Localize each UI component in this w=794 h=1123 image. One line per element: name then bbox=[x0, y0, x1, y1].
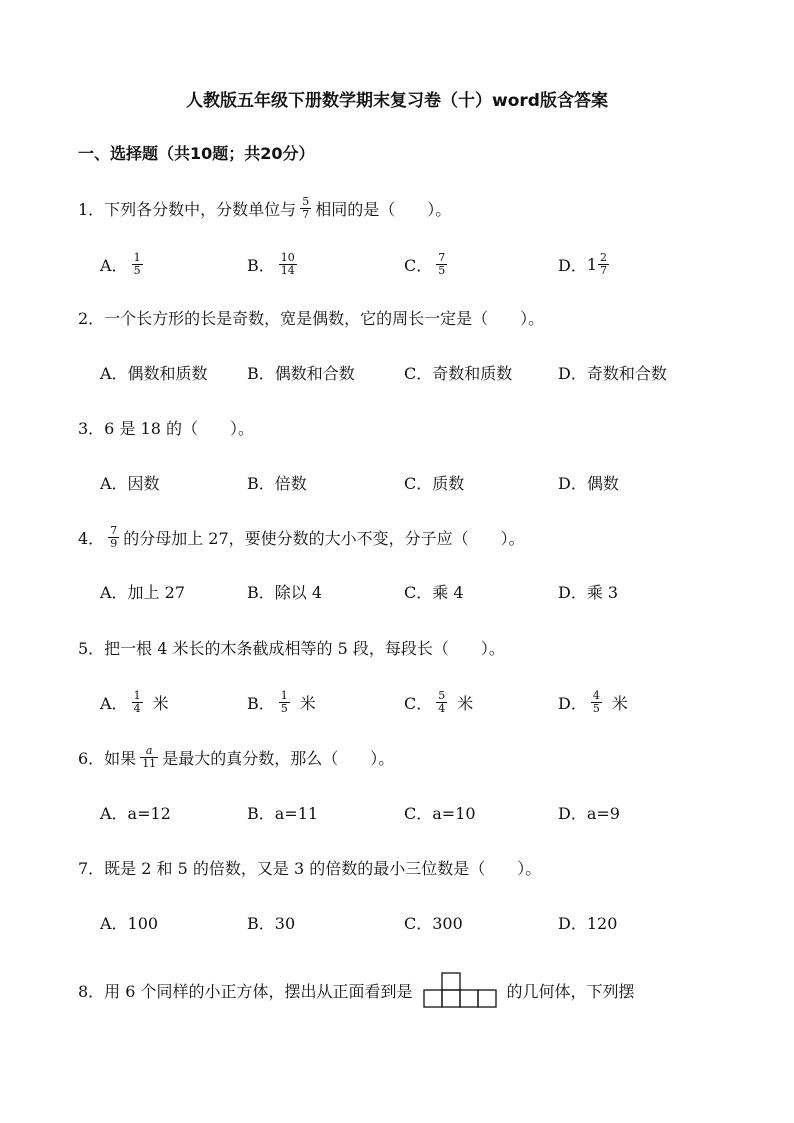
question-4-post: 的分母加上 27，要使分数的大小不变，分子应（ ）。 bbox=[123, 529, 525, 548]
option-label: B． bbox=[247, 694, 275, 713]
fraction-denominator: 11 bbox=[142, 757, 157, 770]
q7-option-b[interactable]: B．30 bbox=[247, 914, 296, 933]
q5-option-c[interactable] bbox=[404, 690, 473, 715]
fraction-denominator: 4 bbox=[133, 702, 141, 715]
question-6 bbox=[78, 745, 394, 770]
option-label: D． bbox=[558, 694, 587, 713]
question-1-pre: 1．下列各分数中，分数单位与 bbox=[78, 200, 297, 219]
front-view-figure-icon bbox=[423, 972, 497, 1008]
q6-option-a[interactable]: A．a=12 bbox=[100, 804, 171, 823]
option-label: A． bbox=[100, 256, 128, 275]
q7-option-c[interactable]: C．300 bbox=[404, 914, 463, 933]
q6-option-c[interactable]: C．a=10 bbox=[404, 804, 476, 823]
q4-option-d[interactable]: D．乘 3 bbox=[558, 583, 619, 602]
fraction-numerator: 1 bbox=[133, 689, 141, 702]
q5-option-a[interactable] bbox=[100, 690, 169, 715]
fraction-numerator: 1 bbox=[133, 251, 141, 264]
q1-option-b[interactable] bbox=[247, 252, 301, 277]
option-fraction bbox=[132, 690, 143, 715]
option-fraction bbox=[132, 252, 143, 277]
fraction-numerator: 5 bbox=[438, 689, 446, 702]
question-6-post: 是最大的真分数，那么（ ）。 bbox=[162, 749, 395, 768]
q2-option-b[interactable]: B．偶数和合数 bbox=[247, 364, 355, 383]
q2-option-a[interactable]: A．偶数和质数 bbox=[100, 364, 208, 383]
q4-option-b[interactable]: B．除以 4 bbox=[247, 583, 323, 602]
q3-option-d[interactable]: D．偶数 bbox=[558, 474, 619, 493]
unit-label: 米 bbox=[299, 694, 316, 713]
option-label: B． bbox=[247, 256, 275, 275]
section-heading: 一、选择题（共10题；共20分） bbox=[78, 144, 315, 163]
option-label: C． bbox=[404, 694, 433, 713]
fraction-denominator: 4 bbox=[438, 702, 446, 715]
question-1 bbox=[78, 196, 451, 221]
q2-option-c[interactable]: C．奇数和质数 bbox=[404, 364, 513, 383]
question-7: 7．既是 2 和 5 的倍数，又是 3 的倍数的最小三位数是（ ）。 bbox=[78, 859, 542, 878]
fraction-denominator: 5 bbox=[438, 264, 446, 277]
q2-option-d[interactable]: D．奇数和合数 bbox=[558, 364, 667, 383]
question-6-fraction bbox=[140, 745, 158, 770]
question-5: 5．把一根 4 米长的木条截成相等的 5 段，每段长（ ）。 bbox=[78, 639, 505, 658]
fraction-numerator: 4 bbox=[592, 689, 600, 702]
unit-label: 米 bbox=[457, 694, 474, 713]
option-fraction bbox=[279, 252, 297, 277]
option-fraction bbox=[598, 252, 609, 277]
fraction-denominator: 7 bbox=[302, 208, 310, 221]
option-label: D． bbox=[558, 256, 587, 275]
option-fraction bbox=[591, 690, 602, 715]
page-title: 人教版五年级下册数学期末复习卷（十）word版含答案 bbox=[186, 91, 608, 111]
fraction-denominator: 14 bbox=[280, 264, 295, 277]
question-4-pre: 4． bbox=[78, 529, 105, 548]
question-8-pre: 8．用 6 个同样的小正方体，摆出从正面看到是 bbox=[78, 981, 413, 1001]
q3-option-b[interactable]: B．倍数 bbox=[247, 474, 307, 493]
unit-label: 米 bbox=[611, 694, 628, 713]
fraction-numerator: 5 bbox=[302, 195, 310, 208]
option-fraction bbox=[279, 690, 290, 715]
fraction-denominator: 5 bbox=[280, 702, 288, 715]
q1-option-c[interactable] bbox=[404, 252, 451, 277]
q7-option-a[interactable]: A．100 bbox=[100, 914, 159, 933]
q5-option-b[interactable] bbox=[247, 690, 316, 715]
fraction-denominator: 5 bbox=[133, 264, 141, 277]
fraction-numerator: 7 bbox=[110, 524, 118, 537]
question-8 bbox=[78, 972, 635, 1008]
option-fraction bbox=[436, 252, 447, 277]
q7-option-d[interactable]: D．120 bbox=[558, 914, 618, 933]
q4-option-c[interactable]: C．乘 4 bbox=[404, 583, 464, 602]
fraction-numerator: a bbox=[145, 744, 153, 757]
question-8-post: 的几何体，下列摆 bbox=[506, 981, 635, 1001]
q1-option-a[interactable] bbox=[100, 252, 147, 277]
q6-option-b[interactable]: B．a=11 bbox=[247, 804, 319, 823]
q3-option-c[interactable]: C．质数 bbox=[404, 474, 465, 493]
question-1-post: 相同的是（ ）。 bbox=[315, 200, 452, 219]
fraction-numerator: 2 bbox=[600, 251, 608, 264]
fraction-numerator: 1 bbox=[280, 689, 288, 702]
option-label: A． bbox=[100, 694, 128, 713]
q6-option-d[interactable]: D．a=9 bbox=[558, 804, 620, 823]
mixed-number bbox=[587, 252, 613, 277]
fraction-denominator: 7 bbox=[600, 264, 608, 277]
mixed-whole: 1 bbox=[586, 255, 598, 274]
question-6-pre: 6．如果 bbox=[78, 749, 137, 768]
q4-option-a[interactable]: A．加上 27 bbox=[100, 583, 186, 602]
option-fraction bbox=[436, 690, 447, 715]
question-3: 3．6 是 18 的（ ）。 bbox=[78, 419, 254, 438]
question-4 bbox=[78, 525, 525, 550]
fraction-numerator: 10 bbox=[280, 251, 295, 264]
question-2: 2．一个长方形的长是奇数，宽是偶数，它的周长一定是（ ）。 bbox=[78, 309, 545, 328]
question-1-fraction bbox=[300, 196, 311, 221]
fraction-denominator: 5 bbox=[592, 702, 600, 715]
unit-label: 米 bbox=[152, 694, 169, 713]
question-4-fraction bbox=[108, 525, 119, 550]
q1-option-d[interactable] bbox=[558, 252, 613, 277]
option-label: C． bbox=[404, 256, 433, 275]
q5-option-d[interactable] bbox=[558, 690, 628, 715]
fraction-denominator: 9 bbox=[110, 537, 118, 550]
q3-option-a[interactable]: A．因数 bbox=[100, 474, 160, 493]
fraction-numerator: 7 bbox=[438, 251, 446, 264]
